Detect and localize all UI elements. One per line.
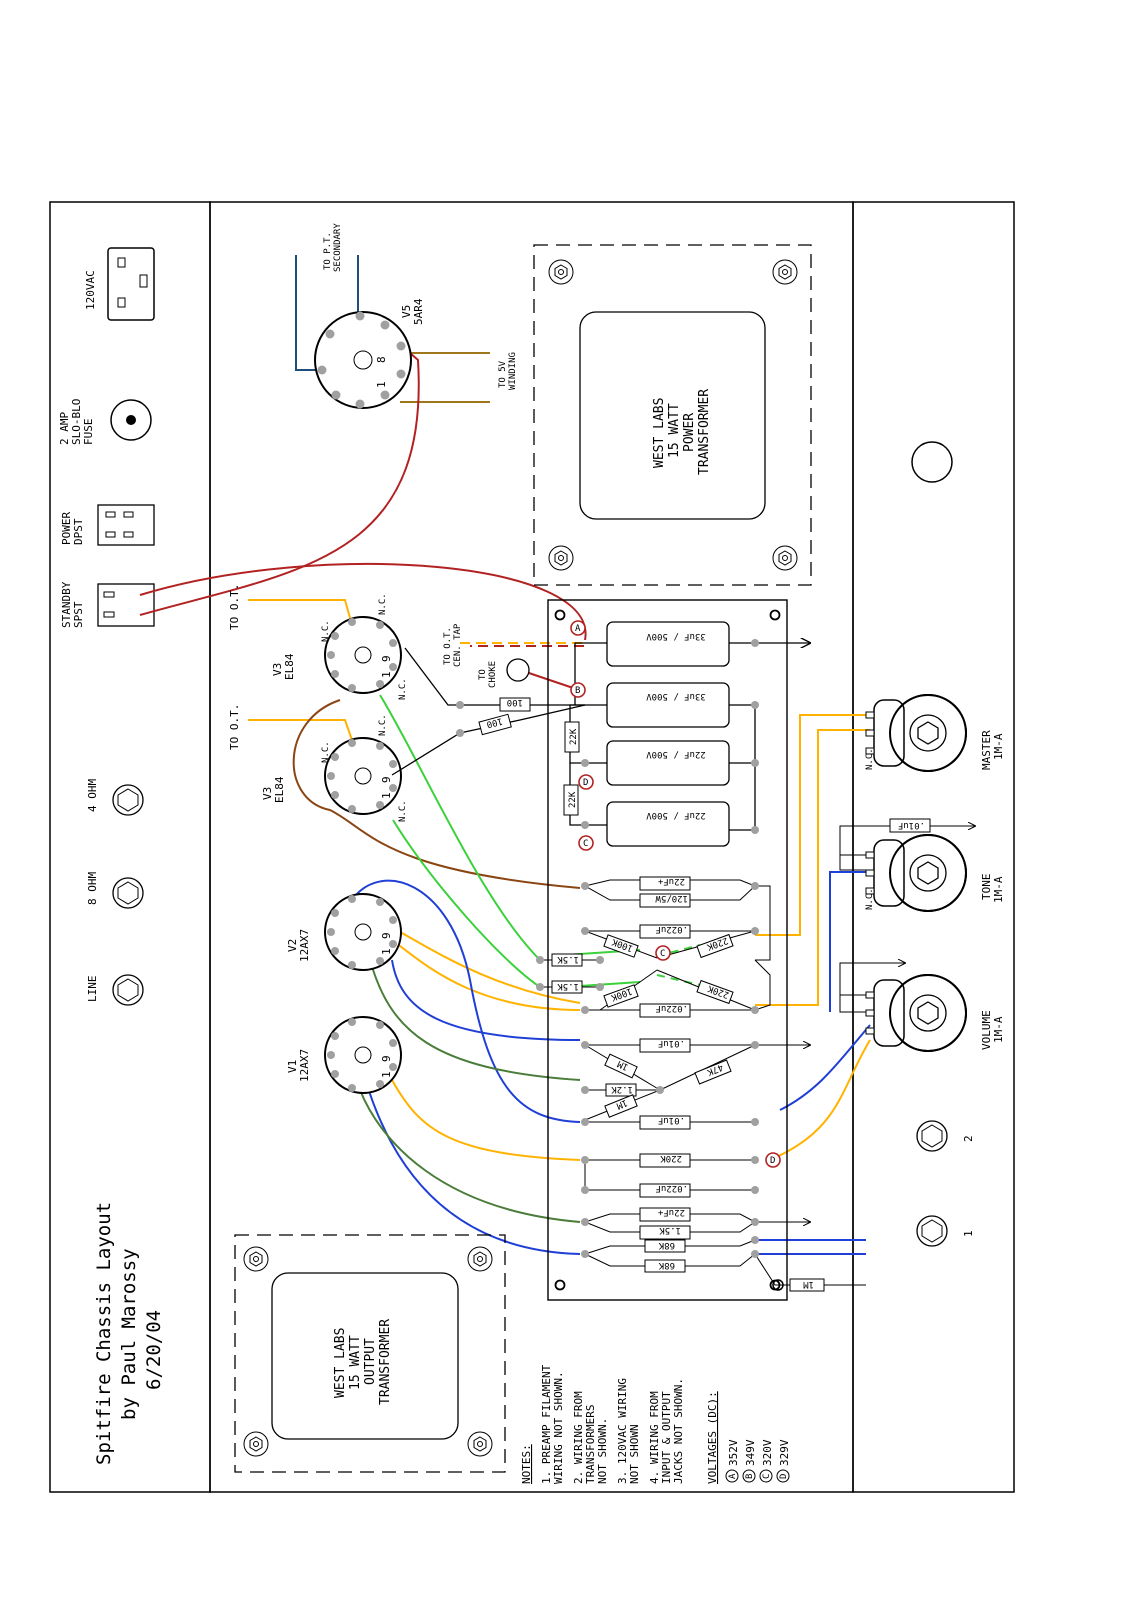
mounting-hole (244, 1432, 268, 1456)
r1m-a-label: 1M (616, 1058, 631, 1072)
pot-tone (840, 819, 1005, 911)
inlet-label: 120VAC (84, 270, 97, 310)
resistor-68k-b (585, 1254, 755, 1272)
power-switch (60, 505, 154, 545)
tube-v1-socket (286, 1017, 401, 1093)
marker-d-board-text: D (770, 1156, 776, 1166)
note-3-line-2: NOT SHOWN (628, 1424, 641, 1484)
note-2-line-1: 2. WIRING FROM (572, 1391, 585, 1484)
master-label-1: MASTER (980, 730, 993, 770)
resistor-1-5k-c (585, 1222, 755, 1239)
pt-label-4: TRANSFORMER (697, 388, 712, 475)
cap-01-a (585, 1038, 810, 1052)
tone-label-1: TONE (980, 873, 993, 900)
r68k-a-label: 68K (658, 1240, 675, 1250)
r1-5k-b-label: 1.5K (557, 981, 579, 991)
title-line-2: by Paul Marossy (118, 1248, 140, 1420)
note-4-line-3: JACKS NOT SHOWN. (672, 1378, 685, 1484)
v1-label-2: 12AX7 (298, 1048, 311, 1082)
fuse-label-3: FUSE (82, 418, 95, 445)
v1-pin-9: 9 (380, 1055, 393, 1062)
output-jack-8-ohm (86, 872, 143, 908)
voltage-row-b (743, 1439, 757, 1482)
r1-5k-a-label: 1.5K (557, 954, 579, 964)
r100-a-label: 100 (506, 697, 523, 707)
input-2-label: 2 (962, 1135, 975, 1142)
tube-v3b-socket (261, 714, 408, 822)
voltage-marker-a (571, 621, 585, 635)
v3a-pin-9: 9 (380, 655, 393, 662)
v5-pin-1: 1 (375, 381, 388, 388)
standby-switch-label-2: SPST (72, 601, 85, 628)
pt-secondary-label-1: TO P.T. (323, 232, 333, 270)
cap-01-b-label: .01uF (657, 1115, 685, 1125)
chassis-frame (50, 202, 1014, 1492)
marker-a-text: A (575, 624, 581, 634)
power-transformer (534, 245, 811, 585)
volume-label-2: 1M-A (992, 1016, 1005, 1043)
standby-switch (60, 581, 154, 628)
v1-label-1: V1 (286, 1059, 299, 1073)
pt-secondary-label-2: SECONDARY (333, 223, 343, 272)
output-4-ohm-label: 4 OHM (86, 778, 99, 812)
filter-cap-1-label: 33uF / 500V (646, 631, 706, 641)
ot-label-2: 15 WATT (348, 1335, 363, 1390)
v3b-label-1: V3 (261, 786, 274, 800)
voltage-marker-b (571, 683, 585, 697)
filter-cap-1 (607, 622, 729, 666)
v3b-pin-9: 9 (380, 776, 393, 783)
v5-label-2: 5AR4 (412, 298, 425, 325)
resistor-22k-a (565, 722, 579, 752)
r100k-a-label: 100K (610, 936, 635, 953)
output-line-label: LINE (86, 975, 99, 1002)
note-1-line-2: WIRING NOT SHOWN. (552, 1371, 565, 1484)
mounting-hole (244, 1247, 268, 1271)
marker-c-text: C (583, 839, 589, 849)
cap-01-a-label: .01uF (657, 1038, 685, 1048)
tone-label-2: 1M-A (992, 876, 1005, 903)
filter-cap-4 (607, 802, 729, 846)
ct-label-2: CEN. TAP (453, 623, 463, 667)
pt-label-3: POWER (682, 412, 697, 452)
resistor-1-5k-b (540, 981, 600, 993)
standby-switch-label-1: STANDBY (60, 581, 73, 628)
r1m-input-label: 1M (803, 1279, 814, 1289)
resistor-22k-b (564, 785, 578, 815)
resistor-100-b (479, 714, 511, 734)
chassis-hole (912, 442, 952, 482)
tube-v5-socket (315, 298, 425, 408)
tone-nc: N.C. (865, 888, 875, 910)
voltage-row-b-value: 349V (744, 1439, 757, 1466)
r68k-b-label: 68K (658, 1260, 675, 1270)
pot-volume (840, 963, 1005, 1051)
r22k-b-label: 22K (568, 791, 578, 808)
cap-22uf-top (585, 876, 755, 890)
cap-22uf-bottom (585, 1207, 810, 1222)
choke-label-1: TO (478, 669, 488, 680)
v2-label-1: V2 (286, 938, 299, 952)
r1m-b-label: 1M (614, 1096, 629, 1111)
v3b-nc-3: N.C. (398, 800, 408, 822)
input-jack-2 (917, 1121, 975, 1151)
voltage-row-a-marker: A (728, 1473, 738, 1479)
voltage-row-c-value: 320V (761, 1439, 774, 1466)
ot-wire-label-a: TO O.T. (228, 583, 241, 630)
note-4-line-2: INPUT & OUTPUT (660, 1391, 673, 1484)
cap-022-b-label: .022uF (655, 1003, 688, 1013)
fuse-holder (58, 399, 151, 445)
ot-wire-label-b: TO O.T. (228, 703, 241, 750)
note-1-line-1: 1. PREAMP FILAMENT (540, 1364, 553, 1484)
volume-label-1: VOLUME (980, 1010, 993, 1050)
r220k-a-label: 220K (705, 934, 730, 952)
note-3-line-1: 3. 120VAC WIRING (616, 1378, 629, 1484)
v1-pin-1: 1 (380, 1071, 393, 1078)
resistor-120-label: 120/5W (655, 893, 688, 903)
filter-cap-2-label: 33uF / 500V (646, 691, 706, 701)
master-nc: N.C. (865, 748, 875, 770)
voltage-marker-d (579, 775, 593, 789)
r47k-label: 47K (705, 1061, 725, 1077)
resistor-220k-c (585, 1153, 755, 1167)
mounting-hole (549, 546, 573, 570)
note-2-line-3: NOT SHOWN. (596, 1417, 609, 1484)
resistor-1-5k-a (540, 954, 600, 966)
choke-label-2: CHOKE (488, 660, 498, 688)
input-jack-1 (917, 1216, 975, 1246)
note-2-line-2: TRANSFORMERS (584, 1404, 597, 1484)
pt-label-1: WEST LABS (652, 397, 667, 468)
r220k-b-label: 220K (706, 982, 731, 1000)
ot-label-3: OUTPUT (363, 1338, 378, 1385)
voltage-marker-c-board (656, 946, 670, 960)
voltage-row-b-marker: B (745, 1473, 755, 1479)
v3a-nc-2: N.C. (378, 593, 388, 615)
v3b-nc-1: N.C. (321, 741, 331, 763)
output-transformer (235, 1235, 505, 1472)
v3a-label-2: EL84 (283, 653, 296, 680)
ct-label-1: TO O.T. (443, 627, 453, 665)
master-label-2: 1M-A (992, 733, 1005, 760)
v3a-label-1: V3 (271, 662, 284, 676)
voltage-row-d (777, 1439, 791, 1482)
v2-label-2: 12AX7 (298, 928, 311, 962)
mounting-hole (468, 1247, 492, 1271)
filter-cap-3-label: 22uF / 500V (646, 749, 706, 759)
voltage-row-d-value: 329V (778, 1439, 791, 1466)
tone-cap-label: .01uF (897, 820, 925, 830)
filter-cap-3 (607, 741, 729, 785)
cap-022-a-label: .022uF (655, 924, 688, 934)
cap-022-c-label: .022uF (655, 1183, 688, 1193)
tube-v3a-socket (271, 593, 408, 700)
r100-b-label: 100 (485, 715, 504, 730)
v3b-label-2: EL84 (273, 776, 286, 803)
circuit-board (392, 600, 866, 1300)
resistor-100-a (500, 697, 530, 711)
output-jack-line (86, 975, 143, 1005)
v3a-nc-1: N.C. (321, 620, 331, 642)
mounting-hole (773, 546, 797, 570)
voltage-marker-c (579, 836, 593, 850)
power-switch-label-1: POWER (60, 511, 73, 545)
input-1-label: 1 (962, 1230, 975, 1237)
voltage-row-c-marker: C (762, 1473, 772, 1479)
five-v-label-1: TO 5V (498, 360, 508, 388)
mounting-hole (468, 1432, 492, 1456)
r220k-c-label: 220K (660, 1153, 682, 1163)
five-v-label-2: WINDING (508, 352, 518, 390)
v5-label-1: V5 (400, 304, 413, 318)
resistor-1m-input (755, 1254, 866, 1291)
fuse-label-2: SLO-BLO (70, 398, 83, 445)
title-line-1: Spitfire Chassis Layout (93, 1201, 115, 1465)
voltage-row-d-marker: D (779, 1473, 789, 1479)
mounting-hole (773, 260, 797, 284)
marker-c-board-text: C (660, 949, 666, 959)
voltage-marker-d-board (766, 1153, 780, 1167)
r22k-a-label: 22K (569, 728, 579, 745)
resistor-68k-a (585, 1240, 755, 1254)
wires (140, 255, 870, 1254)
tube-v2-socket (286, 894, 401, 970)
ot-label-1: WEST LABS (333, 1327, 348, 1398)
voltages-heading: VOLTAGES (DC): (706, 1391, 719, 1484)
notes-heading: NOTES: (520, 1444, 533, 1484)
power-inlet (84, 248, 154, 320)
voltages-block (706, 1391, 791, 1484)
voltage-row-a-value: 352V (727, 1439, 740, 1466)
cap-22uf-bottom-label: 22uF+ (657, 1207, 685, 1217)
r100k-b-label: 100K (609, 985, 634, 1003)
r1-5k-c-label: 1.5K (659, 1225, 681, 1235)
power-switch-label-2: DPST (72, 518, 85, 545)
output-jack-4-ohm (86, 779, 143, 815)
marker-b-text: B (575, 686, 581, 696)
v3b-nc-2: N.C. (378, 714, 388, 736)
pt-label-2: 15 WATT (667, 403, 682, 458)
r1-2k-label: 1.2K (611, 1084, 633, 1094)
voltage-row-a (726, 1439, 740, 1482)
v3a-pin-1: 1 (380, 671, 393, 678)
v3b-pin-1: 1 (380, 792, 393, 799)
filter-cap-2 (607, 683, 729, 727)
mounting-hole (549, 260, 573, 284)
title-line-3: 6/20/04 (143, 1309, 165, 1390)
v2-pin-9: 9 (380, 932, 393, 939)
voltage-row-c (760, 1439, 774, 1482)
pot-master (865, 695, 1005, 771)
v2-pin-1: 1 (380, 948, 393, 955)
note-4-line-1: 4. WIRING FROM (648, 1391, 661, 1484)
v3a-nc-3: N.C. (398, 678, 408, 700)
cap-22uf-top-label: 22uF+ (657, 876, 685, 886)
v5-pin-8: 8 (375, 356, 388, 363)
chassis-outline (210, 202, 853, 1492)
output-8-ohm-label: 8 OHM (86, 871, 99, 905)
notes-block (520, 1364, 685, 1484)
marker-d-text: D (583, 778, 589, 788)
fuse-label-1: 2 AMP (58, 411, 71, 445)
title-block (93, 1202, 165, 1465)
filter-cap-4-label: 22uF / 500V (646, 810, 706, 820)
ot-label-4: TRANSFORMER (378, 1318, 393, 1405)
